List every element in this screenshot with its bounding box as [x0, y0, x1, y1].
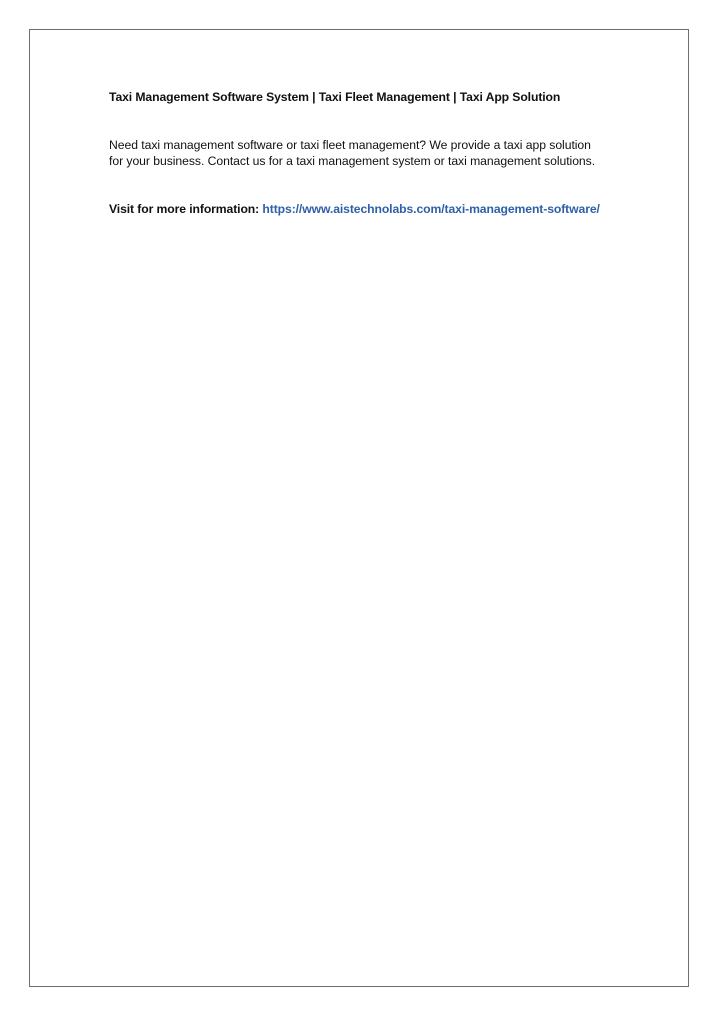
website-link[interactable]: https://www.aistechnolabs.com/taxi-management-software/: [262, 202, 600, 216]
more-info-label: Visit for more information:: [109, 202, 260, 216]
document-page: [29, 29, 689, 987]
description-paragraph: [109, 137, 609, 169]
description-line-2: for your business. Contact us for a taxi management system or taxi management solutions.: [109, 154, 596, 168]
description-line-1: Need taxi management software or taxi fleet management? We provide a taxi app solution: [109, 138, 591, 152]
more-info-line: [109, 201, 600, 217]
document-title: Taxi Management Software System | Taxi Fleet Management | Taxi App Solution: [109, 90, 561, 104]
